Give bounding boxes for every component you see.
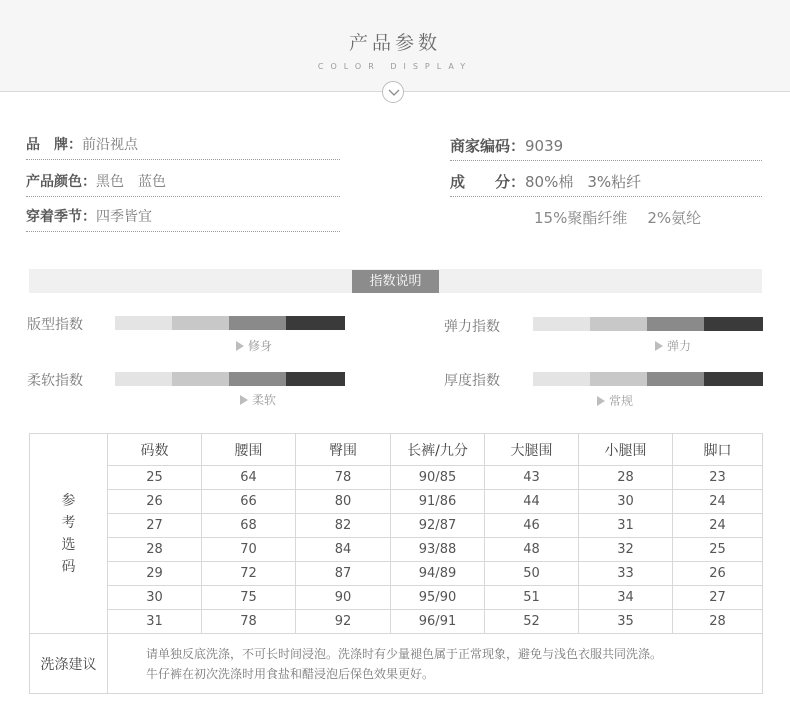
table-cell: 26 bbox=[108, 490, 202, 514]
thickness-index-scale bbox=[533, 372, 763, 386]
table-cell: 30 bbox=[579, 490, 673, 514]
column-header: 大腿围 bbox=[485, 434, 579, 466]
table-cell: 28 bbox=[673, 610, 763, 634]
table-cell: 70 bbox=[202, 538, 296, 562]
softness-index-scale bbox=[115, 372, 345, 386]
table-cell: 95/90 bbox=[391, 586, 485, 610]
table-cell: 90 bbox=[296, 586, 391, 610]
table-cell: 31 bbox=[108, 610, 202, 634]
table-cell: 78 bbox=[202, 610, 296, 634]
table-row bbox=[30, 562, 763, 586]
table-cell: 28 bbox=[579, 466, 673, 490]
table-cell: 46 bbox=[485, 514, 579, 538]
table-cell: 72 bbox=[202, 562, 296, 586]
table-cell: 32 bbox=[579, 538, 673, 562]
table-cell: 31 bbox=[579, 514, 673, 538]
brand-row bbox=[26, 134, 340, 160]
season-row bbox=[26, 206, 340, 232]
chevron-down-icon bbox=[382, 81, 404, 103]
table-cell: 92 bbox=[296, 610, 391, 634]
table-cell: 24 bbox=[673, 490, 763, 514]
code-label: 商家编码： bbox=[450, 137, 526, 155]
column-header: 小腿围 bbox=[579, 434, 673, 466]
table-cell: 52 bbox=[485, 610, 579, 634]
table-cell: 35 bbox=[579, 610, 673, 634]
table-cell: 87 bbox=[296, 562, 391, 586]
thickness-index-label: 厚度指数 bbox=[444, 373, 500, 389]
table-cell: 78 bbox=[296, 466, 391, 490]
table-row bbox=[30, 586, 763, 610]
column-header: 码数 bbox=[108, 434, 202, 466]
fit-index-scale bbox=[115, 316, 345, 330]
color-value: 黑色 蓝色 bbox=[96, 174, 166, 190]
brand-label: 品 牌： bbox=[26, 137, 82, 153]
table-row bbox=[30, 490, 763, 514]
table-cell: 25 bbox=[108, 466, 202, 490]
code-value: 9039 bbox=[525, 137, 564, 155]
thickness-index-marker: 常规 bbox=[597, 392, 633, 409]
wash-line-2: 牛仔裤在初次洗涤时用食盐和醋浸泡后保色效果更好。 bbox=[146, 666, 435, 681]
material-value-3: 15%聚酯纤维 bbox=[534, 209, 628, 227]
index-section-title: 指数说明 bbox=[352, 270, 439, 293]
triangle-right-icon bbox=[240, 395, 248, 405]
size-table bbox=[29, 433, 763, 694]
table-cell: 75 bbox=[202, 586, 296, 610]
softness-index-label: 柔软指数 bbox=[27, 373, 83, 389]
table-cell: 93/88 bbox=[391, 538, 485, 562]
table-cell: 94/89 bbox=[391, 562, 485, 586]
wash-label: 洗涤建议 bbox=[30, 634, 108, 694]
table-cell: 27 bbox=[108, 514, 202, 538]
table-cell: 26 bbox=[673, 562, 763, 586]
column-header: 腰围 bbox=[202, 434, 296, 466]
table-cell: 68 bbox=[202, 514, 296, 538]
table-cell: 90/85 bbox=[391, 466, 485, 490]
table-cell: 50 bbox=[485, 562, 579, 586]
fit-index-marker: 修身 bbox=[236, 337, 272, 354]
page-subtitle: COLOR DISPLAY bbox=[317, 62, 473, 71]
season-value: 四季皆宜 bbox=[96, 209, 152, 225]
table-cell: 44 bbox=[485, 490, 579, 514]
table-row bbox=[30, 466, 763, 490]
table-cell: 48 bbox=[485, 538, 579, 562]
table-cell: 33 bbox=[579, 562, 673, 586]
color-label: 产品颜色： bbox=[26, 174, 96, 190]
softness-index-marker: 柔软 bbox=[240, 391, 276, 408]
triangle-right-icon bbox=[597, 396, 605, 406]
table-cell: 82 bbox=[296, 514, 391, 538]
table-cell: 51 bbox=[485, 586, 579, 610]
stretch-index-marker: 弹力 bbox=[655, 337, 691, 354]
column-header: 臀围 bbox=[296, 434, 391, 466]
size-side-label: 参 考 选 码 bbox=[30, 434, 108, 634]
season-label: 穿着季节： bbox=[26, 209, 96, 225]
material-value-2: 3%粘纤 bbox=[587, 173, 642, 191]
wash-instructions bbox=[108, 634, 763, 694]
table-row bbox=[30, 610, 763, 634]
material-row bbox=[450, 171, 762, 197]
table-cell: 66 bbox=[202, 490, 296, 514]
material-label: 成 分： bbox=[450, 173, 526, 191]
fit-index-label: 版型指数 bbox=[27, 317, 83, 333]
column-header: 脚口 bbox=[673, 434, 763, 466]
table-cell: 43 bbox=[485, 466, 579, 490]
triangle-right-icon bbox=[236, 341, 244, 351]
material-extra bbox=[534, 207, 701, 228]
wash-line-1: 请单独反底洗涤，不可长时间浸泡。洗涤时有少量褪色属于正常现象，避免与浅色衣服共同洗涤。 bbox=[146, 646, 663, 661]
table-row bbox=[30, 514, 763, 538]
table-header-row bbox=[30, 434, 763, 466]
table-cell: 24 bbox=[673, 514, 763, 538]
color-row bbox=[26, 171, 340, 197]
wash-row bbox=[30, 634, 763, 694]
brand-value: 前沿视点 bbox=[82, 137, 138, 153]
table-cell: 92/87 bbox=[391, 514, 485, 538]
table-cell: 29 bbox=[108, 562, 202, 586]
table-row bbox=[30, 538, 763, 562]
triangle-right-icon bbox=[655, 341, 663, 351]
stretch-index-scale bbox=[533, 317, 763, 331]
table-cell: 34 bbox=[579, 586, 673, 610]
table-cell: 30 bbox=[108, 586, 202, 610]
table-cell: 64 bbox=[202, 466, 296, 490]
table-cell: 23 bbox=[673, 466, 763, 490]
material-value-1: 80%棉 bbox=[525, 173, 574, 191]
stretch-index-label: 弹力指数 bbox=[444, 319, 500, 335]
material-value-4: 2%氨纶 bbox=[647, 209, 702, 227]
table-cell: 84 bbox=[296, 538, 391, 562]
table-cell: 96/91 bbox=[391, 610, 485, 634]
table-cell: 27 bbox=[673, 586, 763, 610]
column-header: 长裤/九分 bbox=[391, 434, 485, 466]
table-cell: 80 bbox=[296, 490, 391, 514]
page-title: 产品参数 bbox=[348, 32, 441, 54]
table-cell: 25 bbox=[673, 538, 763, 562]
code-row bbox=[450, 135, 762, 161]
table-cell: 91/86 bbox=[391, 490, 485, 514]
table-cell: 28 bbox=[108, 538, 202, 562]
